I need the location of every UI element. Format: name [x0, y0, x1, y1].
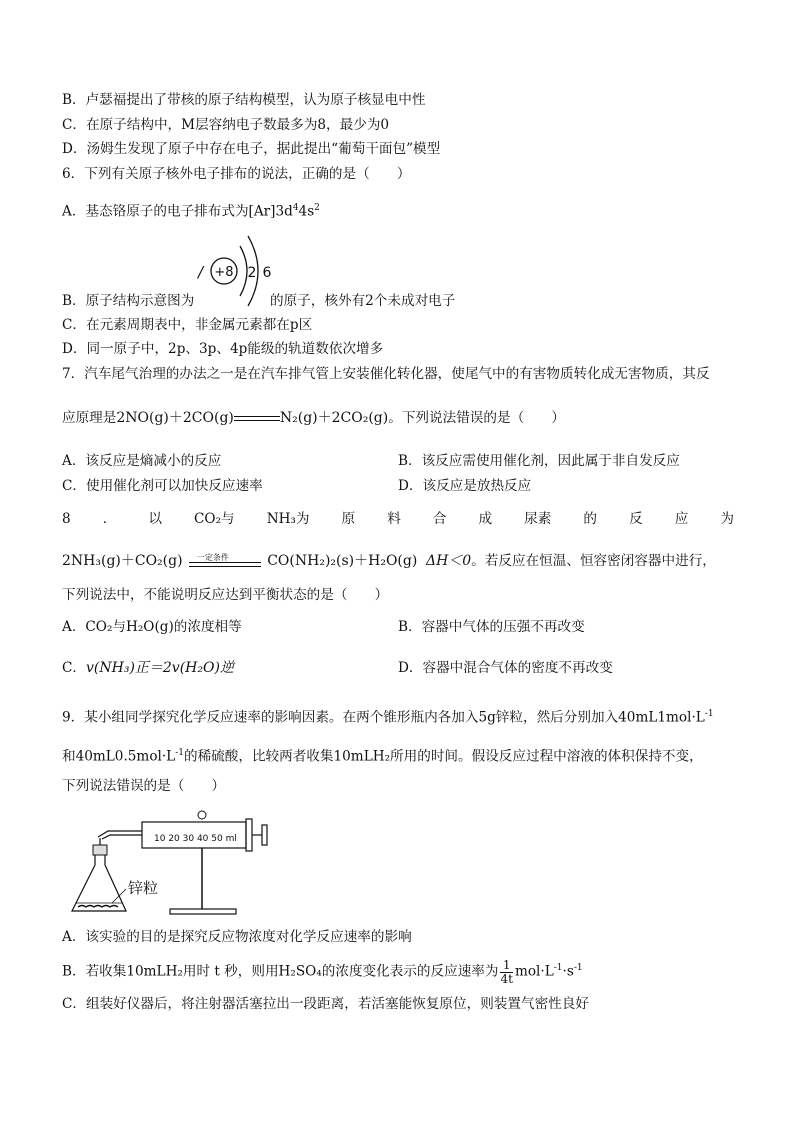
- q9-stem-line3: 下列说法错误的是（ ）: [62, 778, 226, 794]
- q6-option-b-suffix: 的原子，核外有2个未成对电子: [270, 293, 456, 309]
- zinc-label: 锌粒: [128, 879, 159, 897]
- q7-option-b: B．该反应需使用催化剂，因此属于非自发反应: [398, 453, 680, 469]
- svg-text:/: /: [198, 263, 204, 281]
- q8-option-d: D．容器中混合气体的密度不再改变: [398, 660, 613, 676]
- q7-option-d: D．该反应是放热反应: [398, 478, 532, 494]
- q6-option-b-prefix: B．原子结构示意图为: [62, 293, 195, 309]
- q5-option-d: D．汤姆生发现了原子中存在电子，据此提出“葡萄干面包”模型: [62, 141, 441, 157]
- shell-1-electrons: 2: [247, 265, 257, 281]
- q6-option-a: A．基态铬原子的电子排布式为$[Ar]3d^44s^2$: [62, 203, 320, 220]
- q6-option-d: D．同一原子中，2p、3p、4p能级的轨道数依次增多: [62, 341, 384, 357]
- q8-stem-line2: 2NH₃(g)＋CO₂(g) 一定条件 CO(NH₂)₂(s)＋H₂O(g) ΔH＜0。若反应在恒温、恒容密闭容器中进行，: [62, 551, 716, 572]
- reversible-arrow: 一定条件: [187, 552, 263, 572]
- nucleus-charge: +8: [214, 265, 234, 280]
- q9-option-b: B．若收集10mLH₂用时 t 秒，则用H₂SO₄的浓度变化表示的反应速率为 $\frac{1}{4t}$ $mol\cdot L^{-1}\cdot s^{-1}$: [62, 957, 583, 986]
- atom-structure-diagram: [196, 230, 280, 308]
- syringe-scale: 10 20 30 40 50 ml: [154, 834, 237, 844]
- q7-option-a: A．该反应是熵减小的反应: [62, 453, 222, 469]
- equals-arrow: [234, 414, 280, 424]
- q9-stem-line2: 和$40mL0.5mol\cdot L^{-1}$的稀硫酸，比较两者收集10mLH₂所用的时间。假设反应过程中溶液的体积保持不变，: [62, 748, 703, 765]
- q6-option-c: C．在元素周期表中，非金属元素都在p区: [62, 317, 313, 333]
- q8-option-c: C．v(NH₃)正＝2v(H₂O)逆: [62, 660, 234, 676]
- q9-stem-line1: 9．某小组同学探究化学反应速率的影响因素。在两个锥形瓶内各加入5g锌粒，然后分别加入$40mL1mol\cdot L^{-1}$: [62, 709, 714, 726]
- q7-stem-line2: 应原理是2NO(g)＋2CO(g) N₂(g)＋2CO₂(g)。下列说法错误的是（ ）: [62, 410, 565, 426]
- q7-option-c: C．使用催化剂可以加快反应速率: [62, 478, 263, 494]
- q8-stem-line3: 下列说法中，不能说明反应达到平衡状态的是（ ）: [62, 587, 389, 603]
- experiment-apparatus: [66, 805, 276, 919]
- q8-stem-line1: 8 ． 以 CO₂与 NH₃为 原 料 合 成 尿素 的 反 应 为: [62, 511, 734, 527]
- rate-fraction: $\frac{1}{4t}$: [500, 957, 513, 986]
- q9-option-c: C．组装好仪器后，将注射器活塞拉出一段距离，若活塞能恢复原位，则装置气密性良好: [62, 996, 589, 1012]
- q9-option-a: A．该实验的目的是探究反应物浓度对化学反应速率的影响: [62, 929, 412, 945]
- q8-option-b: B．容器中气体的压强不再改变: [398, 619, 585, 635]
- q5-option-b: B．卢瑟福提出了带核的原子结构模型，认为原子核显电中性: [62, 92, 426, 108]
- q8-option-a: A．CO₂与H₂O(g)的浓度相等: [62, 619, 242, 635]
- q7-stem-line1: 7．汽车尾气治理的办法之一是在汽车排气管上安装催化转化器，使尾气中的有害物质转化成无害物质，其反: [62, 366, 710, 382]
- shell-2-electrons: 6: [262, 265, 272, 281]
- q6-stem: 6．下列有关原子核外电子排布的说法，正确的是（ ）: [62, 166, 411, 182]
- q5-option-c: C．在原子结构中，M层容纳电子数最多为8，最少为0: [62, 117, 390, 133]
